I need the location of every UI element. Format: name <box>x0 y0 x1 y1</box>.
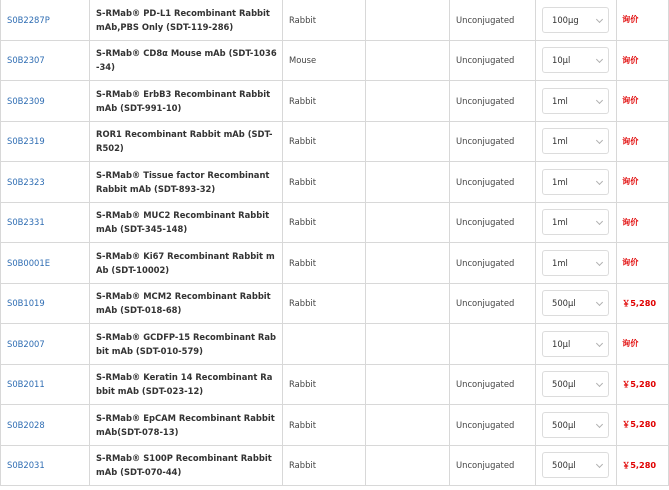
table-row <box>1 121 669 162</box>
size-select[interactable] <box>542 412 609 438</box>
table-row <box>1 405 669 446</box>
empty-cell <box>366 162 450 203</box>
size-value: 10µl <box>552 55 571 66</box>
host-species: Rabbit <box>289 419 317 430</box>
chevron-down-icon <box>596 218 603 225</box>
host-species: Rabbit <box>289 95 317 106</box>
table-row <box>1 283 669 324</box>
size-value: 1ml <box>552 217 568 228</box>
size-select[interactable] <box>542 7 609 33</box>
product-name: S-RMab® CD8α Mouse mAb (SDT-1036-34) <box>96 48 277 73</box>
product-name: S-RMab® MCM2 Recombinant Rabbit mAb (SDT-018-68) <box>96 291 271 316</box>
size-select[interactable] <box>542 290 609 316</box>
sku-link[interactable]: S0B2287P <box>7 14 50 25</box>
sku-link[interactable]: S0B2331 <box>7 217 45 228</box>
table-row <box>1 243 669 284</box>
price-value: 询价 <box>622 216 639 227</box>
size-select[interactable] <box>542 169 609 195</box>
empty-cell <box>366 81 450 122</box>
conjugation-value: Unconjugated <box>456 298 515 309</box>
empty-cell <box>366 243 450 284</box>
empty-cell <box>366 0 450 40</box>
sku-link[interactable]: S0B1019 <box>7 298 45 309</box>
price-value: ￥5,280 <box>622 378 657 389</box>
chevron-down-icon <box>596 380 603 387</box>
price-value: 询价 <box>622 338 639 349</box>
conjugation-value: Unconjugated <box>456 257 515 268</box>
size-value: 500µl <box>552 379 576 390</box>
chevron-down-icon <box>596 299 603 306</box>
price-value: ￥5,280 <box>622 459 657 470</box>
size-value: 10µl <box>552 338 571 349</box>
sku-link[interactable]: S0B2031 <box>7 460 45 471</box>
conjugation-value: Unconjugated <box>456 55 515 66</box>
empty-cell <box>366 364 450 405</box>
empty-cell <box>366 445 450 486</box>
chevron-down-icon <box>596 137 603 144</box>
size-value: 1ml <box>552 136 568 147</box>
sku-link[interactable]: S0B2319 <box>7 136 45 147</box>
product-name: S-RMab® EpCAM Recombinant Rabbit mAb(SDT-078-13) <box>96 412 275 437</box>
conjugation-value: Unconjugated <box>456 460 515 471</box>
empty-cell <box>366 40 450 81</box>
chevron-down-icon <box>596 421 603 428</box>
price-value: ￥5,280 <box>622 419 657 430</box>
price-value: 询价 <box>622 176 639 187</box>
product-name: S-RMab® MUC2 Recombinant Rabbit mAb (SDT-345-148) <box>96 210 270 235</box>
price-value: 询价 <box>622 135 639 146</box>
host-species: Rabbit <box>289 379 317 390</box>
price-value: 询价 <box>622 95 639 106</box>
host-species: Rabbit <box>289 176 317 187</box>
chevron-down-icon <box>596 340 603 347</box>
table-row <box>1 162 669 203</box>
table-row <box>1 0 669 40</box>
size-value: 500µl <box>552 460 576 471</box>
size-select[interactable] <box>542 47 609 73</box>
size-value: 1ml <box>552 95 568 106</box>
sku-link[interactable]: S0B2011 <box>7 379 45 390</box>
size-value: 500µl <box>552 298 576 309</box>
sku-link[interactable]: S0B0001E <box>7 257 50 268</box>
sku-link[interactable]: S0B2309 <box>7 95 45 106</box>
size-select[interactable] <box>542 209 609 235</box>
chevron-down-icon <box>596 56 603 63</box>
conjugation-value: Unconjugated <box>456 379 515 390</box>
size-value: 1ml <box>552 176 568 187</box>
conjugation-value: Unconjugated <box>456 176 515 187</box>
price-value: ￥5,280 <box>622 297 657 308</box>
price-value: 询价 <box>622 54 639 65</box>
host-species: Mouse <box>289 55 317 66</box>
empty-cell <box>366 324 450 365</box>
conjugation-value: Unconjugated <box>456 95 515 106</box>
sku-link[interactable]: S0B2007 <box>7 338 45 349</box>
host-species: Rabbit <box>289 217 317 228</box>
host-species: Rabbit <box>289 257 317 268</box>
size-select[interactable] <box>542 88 609 114</box>
size-select[interactable] <box>542 371 609 397</box>
host-species: Rabbit <box>289 460 317 471</box>
size-select[interactable] <box>542 331 609 357</box>
product-name: S-RMab® Tissue factor Recombinant Rabbit mAb (SDT-893-32) <box>96 169 270 194</box>
host-species: Rabbit <box>289 136 317 147</box>
table-row <box>1 324 669 365</box>
empty-cell <box>366 202 450 243</box>
table-row <box>1 202 669 243</box>
size-select[interactable] <box>542 452 609 478</box>
sku-link[interactable]: S0B2307 <box>7 55 45 66</box>
conjugation-value: Unconjugated <box>456 136 515 147</box>
empty-cell <box>366 405 450 446</box>
price-value: 询价 <box>622 257 639 268</box>
chevron-down-icon <box>596 97 603 104</box>
product-name: ROR1 Recombinant Rabbit mAb (SDT-R502) <box>96 129 273 154</box>
price-value: 询价 <box>622 14 639 25</box>
table-row <box>1 445 669 486</box>
product-name: S-RMab® GCDFP-15 Recombinant Rabbit mAb (SDT-010-579) <box>96 331 276 356</box>
table-row <box>1 40 669 81</box>
conjugation-value: Unconjugated <box>456 217 515 228</box>
product-name: S-RMab® Keratin 14 Recombinant Rabbit mAb (SDT-023-12) <box>96 372 273 397</box>
sku-link[interactable]: S0B2323 <box>7 176 45 187</box>
empty-cell <box>366 121 450 162</box>
conjugation-value: Unconjugated <box>456 419 515 430</box>
product-name: S-RMab® PD-L1 Recombinant Rabbit mAb,PBS Only (SDT-119-286) <box>96 7 270 32</box>
product-name: S-RMab® ErbB3 Recombinant Rabbit mAb (SDT-991-10) <box>96 88 271 113</box>
chevron-down-icon <box>596 461 603 468</box>
size-select[interactable] <box>542 128 609 154</box>
product-name: S-RMab® Ki67 Recombinant Rabbit mAb (SDT-10002) <box>96 250 275 275</box>
product-name: S-RMab® S100P Recombinant Rabbit mAb (SDT-070-44) <box>96 453 272 478</box>
conjugation-value: Unconjugated <box>456 14 515 25</box>
sku-link[interactable]: S0B2028 <box>7 419 45 430</box>
empty-cell <box>366 283 450 324</box>
host-species: Rabbit <box>289 298 317 309</box>
size-value: 100µg <box>552 14 579 25</box>
chevron-down-icon <box>596 16 603 23</box>
chevron-down-icon <box>596 178 603 185</box>
size-value: 1ml <box>552 257 568 268</box>
size-select[interactable] <box>542 250 609 276</box>
host-species: Rabbit <box>289 14 317 25</box>
table-row <box>1 81 669 122</box>
chevron-down-icon <box>596 259 603 266</box>
size-value: 500µl <box>552 419 576 430</box>
table-row <box>1 364 669 405</box>
